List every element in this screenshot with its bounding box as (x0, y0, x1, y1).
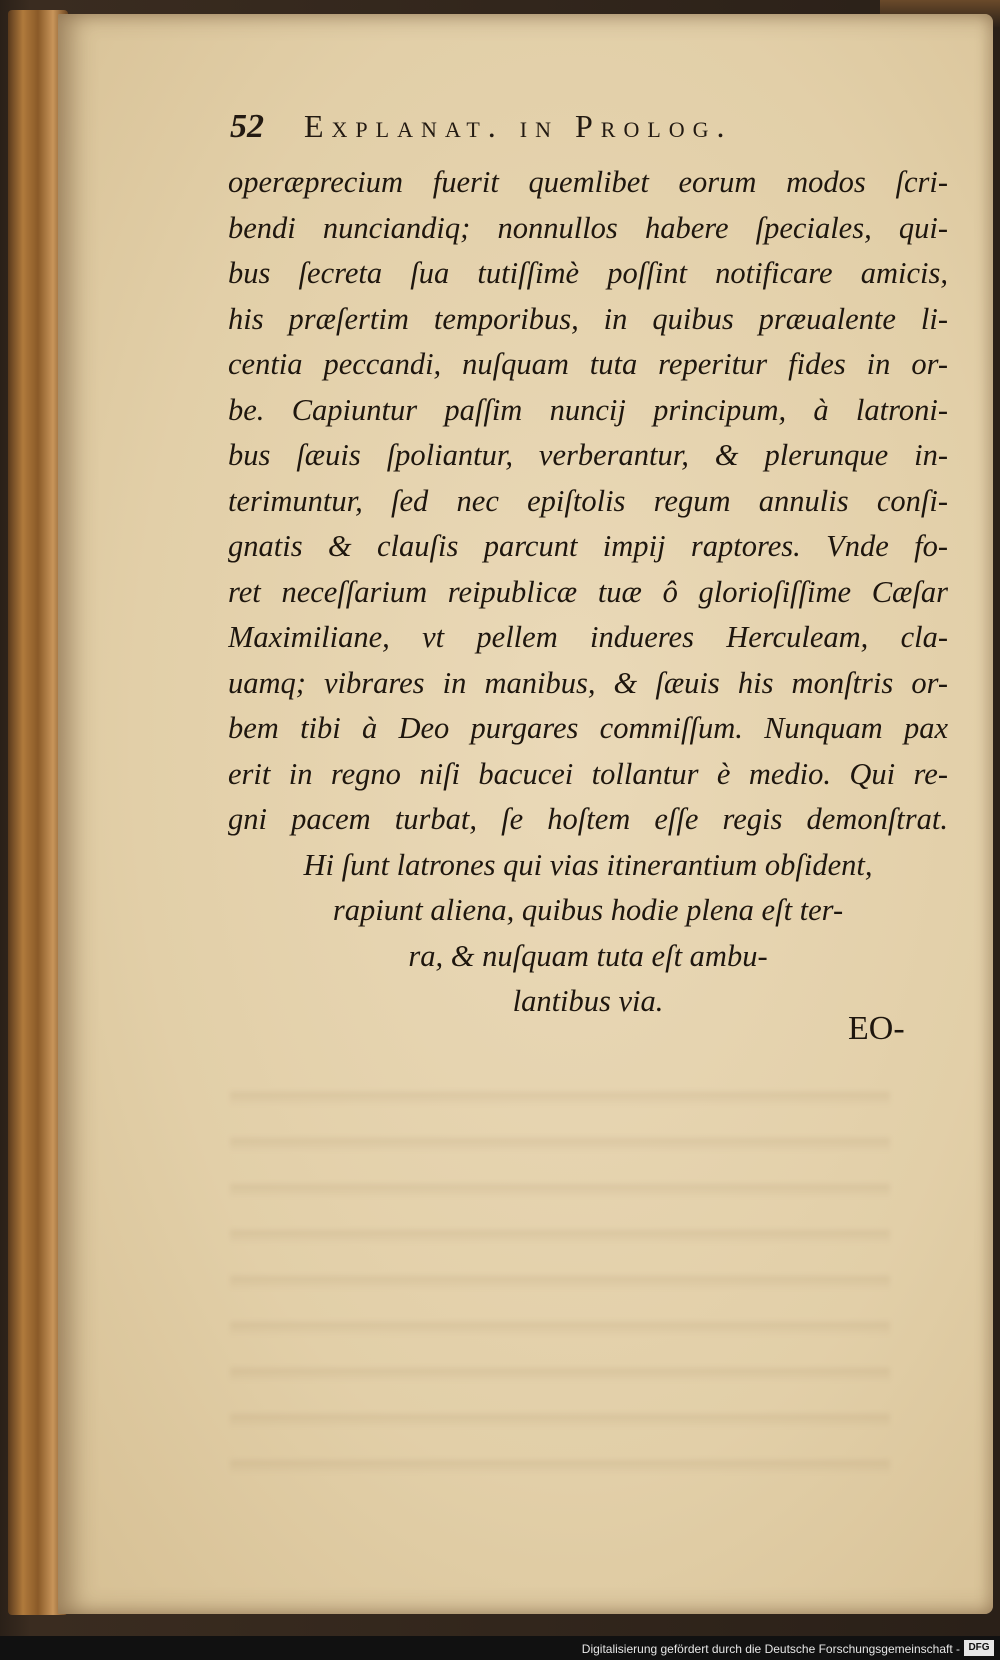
text-line: bus ſæuis ſpoliantur, verberantur, & plerunque in- (228, 438, 948, 472)
text-line: centia peccandi, nuſquam tuta reperitur fides in or- (228, 347, 948, 381)
text-line: Maximiliane, vt pellem indueres Herculeam, cla- (228, 620, 948, 654)
main-text (228, 160, 948, 1025)
page-header (230, 108, 910, 152)
tail-paragraph (228, 843, 948, 1025)
text-line: erit in regno niſi bacucei tollantur è medio. Qui re- (228, 756, 948, 791)
text-line: gnatis & clauſis parcunt impij raptores. Vnde fo- (228, 529, 948, 563)
show-through-text (230, 1060, 890, 1480)
running-head: Explanat. in Prolog. (304, 108, 733, 144)
text-line: be. Capiuntur paſſim nuncij principum, à latroni- (228, 392, 948, 427)
tail-line: lantibus via. (512, 984, 664, 1018)
dfg-logo-icon: DFG (964, 1640, 994, 1656)
text-line: ret neceſſarium reipublicæ tuæ ô glorioſiſſime Cæſar (228, 574, 948, 609)
footer-credit: Digitalisierung gefördert durch die Deutsche Forschungsgemeinschaft - (581, 1642, 960, 1656)
text-line: bem tibi à Deo purgares commiſſum. Nunquam pax (228, 711, 948, 745)
text-line: his præſertim temporibus, in quibus præualente li- (228, 301, 948, 336)
text-line: operæprecium fuerit quemlibet eorum modos ſcri- (228, 165, 948, 199)
text-line: bus ſecreta ſua tutiſſimè poſſint notificare amicis, (228, 256, 948, 290)
tail-line: rapiunt aliena, quibus hodie plena eſt ter- (332, 893, 844, 927)
tail-line: ra, & nuſquam tuta eſt ambu- (408, 938, 768, 973)
catchword: EO- (848, 1010, 905, 1047)
tail-line: Hi ſunt latrones qui vias itinerantium obſident, (303, 847, 873, 882)
text-line: bendi nunciandiq; nonnullos habere ſpeciales, qui- (228, 210, 948, 245)
page-number: 52 (230, 108, 264, 145)
text-line: terimuntur, ſed nec epiſtolis regum annulis conſi- (228, 483, 948, 518)
text-line: gni pacem turbat, ſe hoſtem eſſe regis demonſtrat. (228, 802, 948, 836)
text-line: uamq; vibrares in manibus, & ſæuis his monſtris or- (228, 665, 948, 700)
